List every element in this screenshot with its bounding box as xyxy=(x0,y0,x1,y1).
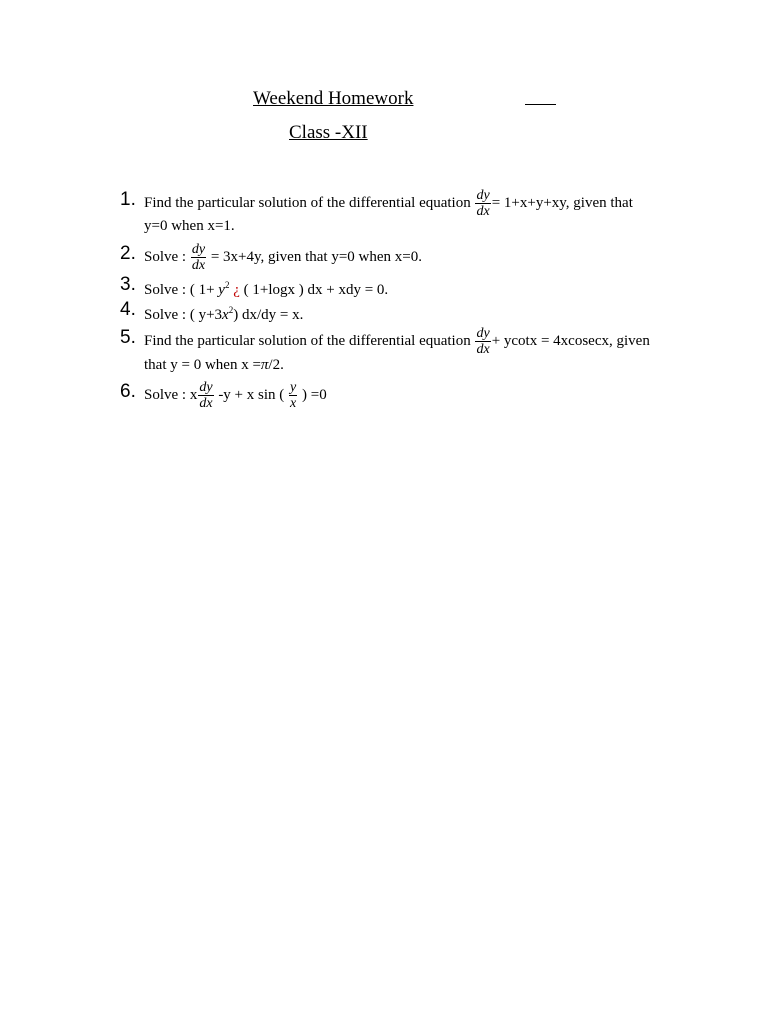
question-text: Solve : xyxy=(144,248,190,265)
fraction-y-x xyxy=(289,380,297,411)
fraction-numerator: dy xyxy=(476,326,490,341)
variable: x xyxy=(222,307,229,323)
fraction-dy-dx xyxy=(475,188,490,219)
title-blank-line xyxy=(525,104,556,105)
question-number: 5. xyxy=(120,327,136,348)
question-text-line-1 xyxy=(144,298,303,327)
question-text: that y = 0 when x = xyxy=(144,357,261,373)
question-text-line-2 xyxy=(144,353,284,377)
garbled-glyph: ¿ xyxy=(233,282,240,298)
fraction-denominator: x xyxy=(290,396,297,411)
fraction-numerator: dy xyxy=(199,380,213,395)
question-number: 3. xyxy=(120,274,136,295)
question-text-line-2: y=0 when x=1. xyxy=(144,218,235,234)
fraction-denominator: dx xyxy=(191,258,206,273)
exponent: 2 xyxy=(228,305,234,315)
fraction-dy-dx xyxy=(191,242,206,273)
fraction-numerator: dy xyxy=(191,242,206,257)
class-label: Class -XII xyxy=(289,122,368,143)
question-text: Solve : x xyxy=(144,386,198,403)
fraction-denominator: dx xyxy=(199,396,213,411)
question-text: /2. xyxy=(268,357,284,373)
question-text: Find the particular solution of the differential equation xyxy=(144,194,475,211)
question-number: 2. xyxy=(120,243,136,264)
question-text: ) =0 xyxy=(298,386,327,403)
variable: y xyxy=(218,282,225,298)
fraction-numerator: dy xyxy=(476,188,490,203)
question-text-line-1 xyxy=(144,380,327,411)
page-title: Weekend Homework xyxy=(253,88,414,109)
question-text: Find the particular solution of the differential equation xyxy=(144,332,475,349)
fraction-numerator: y xyxy=(290,380,297,395)
fraction-dy-dx xyxy=(475,326,490,357)
question-number: 1. xyxy=(120,189,136,210)
question-text: Solve : ( y+3 xyxy=(144,307,223,323)
fraction-denominator: dx xyxy=(476,342,490,357)
question-text: Solve : ( 1+ xyxy=(144,282,219,298)
question-text: = 1+x+y+xy, given that xyxy=(491,194,633,211)
question-text: + ycotx = 4xcosecx, given xyxy=(491,332,650,349)
question-number: 6. xyxy=(120,381,136,402)
question-text: = 3x+4y, given that y=0 when x=0. xyxy=(207,248,422,265)
question-text-line-1 xyxy=(144,242,422,273)
question-text: ) dx/dy = x. xyxy=(233,307,304,323)
question-number: 4. xyxy=(120,299,136,320)
pi-symbol: π xyxy=(260,357,269,373)
question-text: ( 1+logx ) dx + xdy = 0. xyxy=(239,282,389,298)
exponent: 2 xyxy=(224,280,230,290)
question-text: -y + x sin ( xyxy=(214,386,289,403)
fraction-dy-dx xyxy=(198,380,213,411)
fraction-denominator: dx xyxy=(476,204,490,219)
